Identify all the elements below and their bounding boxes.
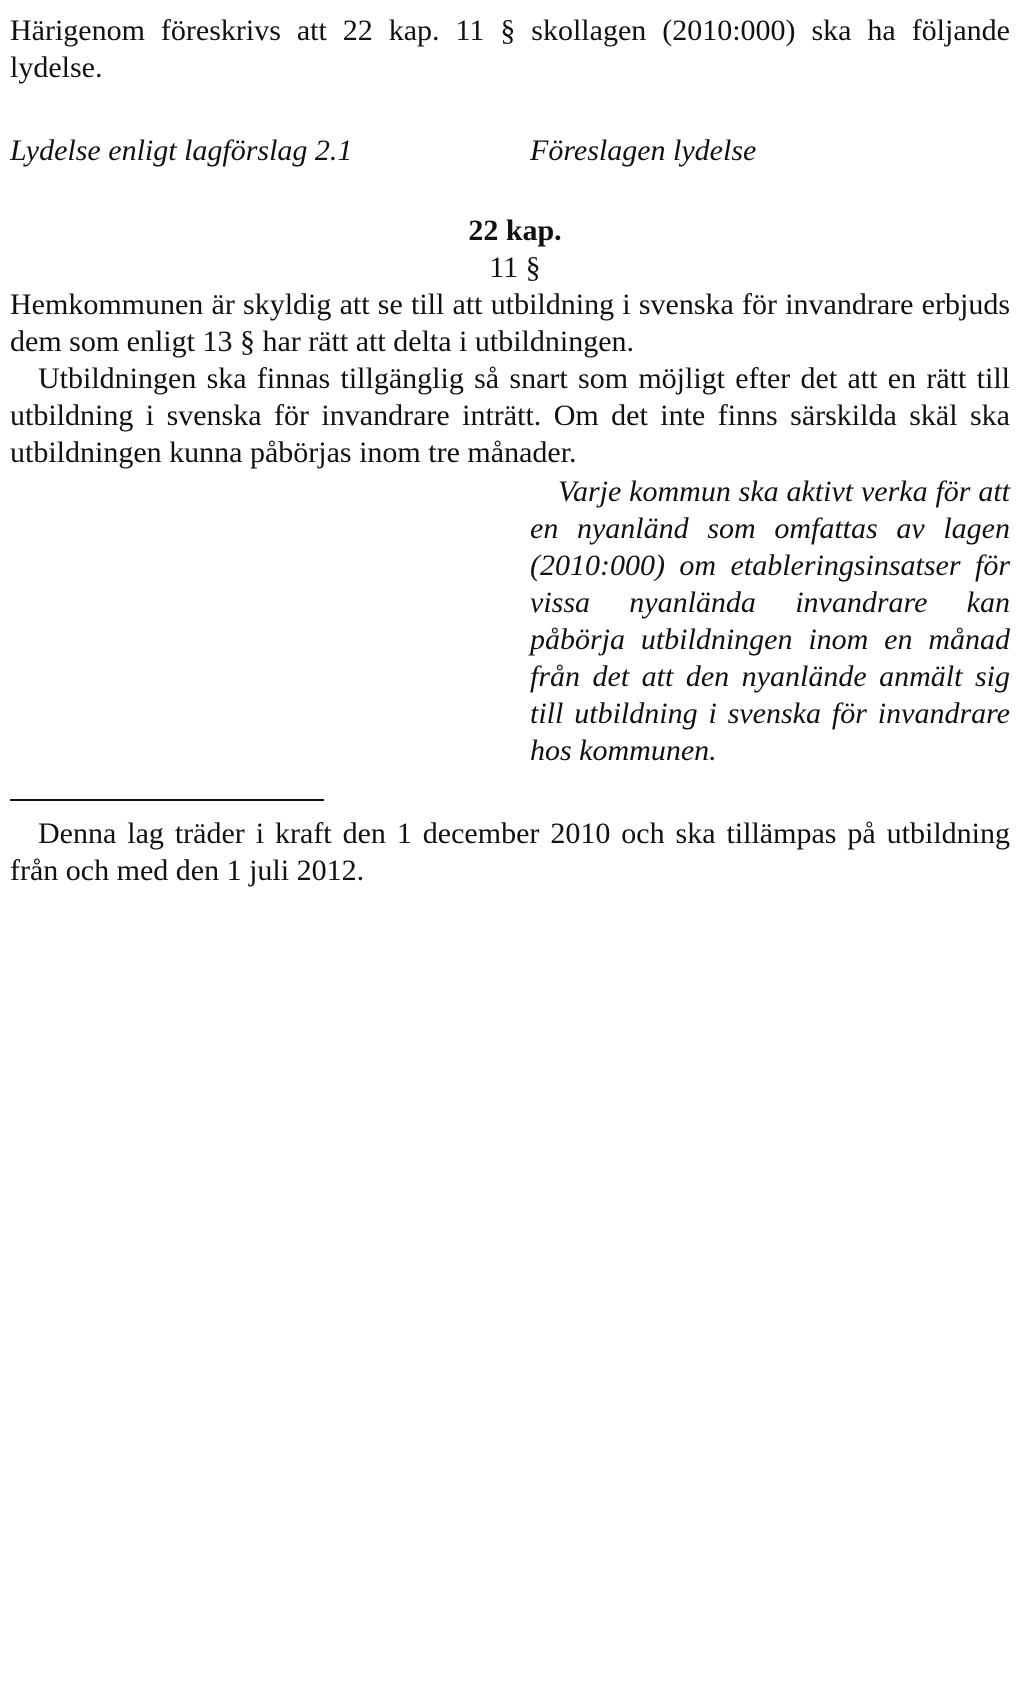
divider-rule: [10, 799, 324, 801]
intro-paragraph: Härigenom föreskrivs att 22 kap. 11 § skollagen (2010:000) ska ha följande lydelse.: [10, 14, 1010, 84]
chapter-heading: 22 kap.: [468, 214, 562, 247]
document-page: [10, 12, 1012, 919]
statute-paragraph-2: Utbildningen ska finnas tillgänglig så snart som möjligt efter det att en rätt till utbildning i svenska för invandrare inträtt. Om det inte finns särskilda skäl ska utbildningen kunna påbörjas inom tre månader.: [10, 362, 1010, 469]
proposed-addition: Varje kommun ska aktivt verka för att en nyanländ som omfattas av lagen (2010:000) om etableringsinsatser för vissa nyanlända invandrare kan påbörja utbildningen inom en månad från det att den nyanlände anmält sig till utbildning i svenska för invandrare hos kommunen.: [530, 475, 1010, 767]
statute-paragraph-1: Hemkommunen är skyldig att se till att utbildning i svenska för invandrare erbjuds dem som enligt 13 § har rätt att delta i utbildningen.: [10, 288, 1010, 358]
column-headings: [10, 132, 1012, 172]
proposed-wording-heading: Föreslagen lydelse: [530, 134, 757, 167]
section-heading: 11 §: [489, 251, 541, 284]
current-wording-heading: Lydelse enligt lagförslag 2.1: [10, 134, 353, 167]
transitional-provision: Denna lag träder i kraft den 1 december 2010 och ska tillämpas på utbildning från och med den 1 juli 2012.: [10, 817, 1010, 887]
